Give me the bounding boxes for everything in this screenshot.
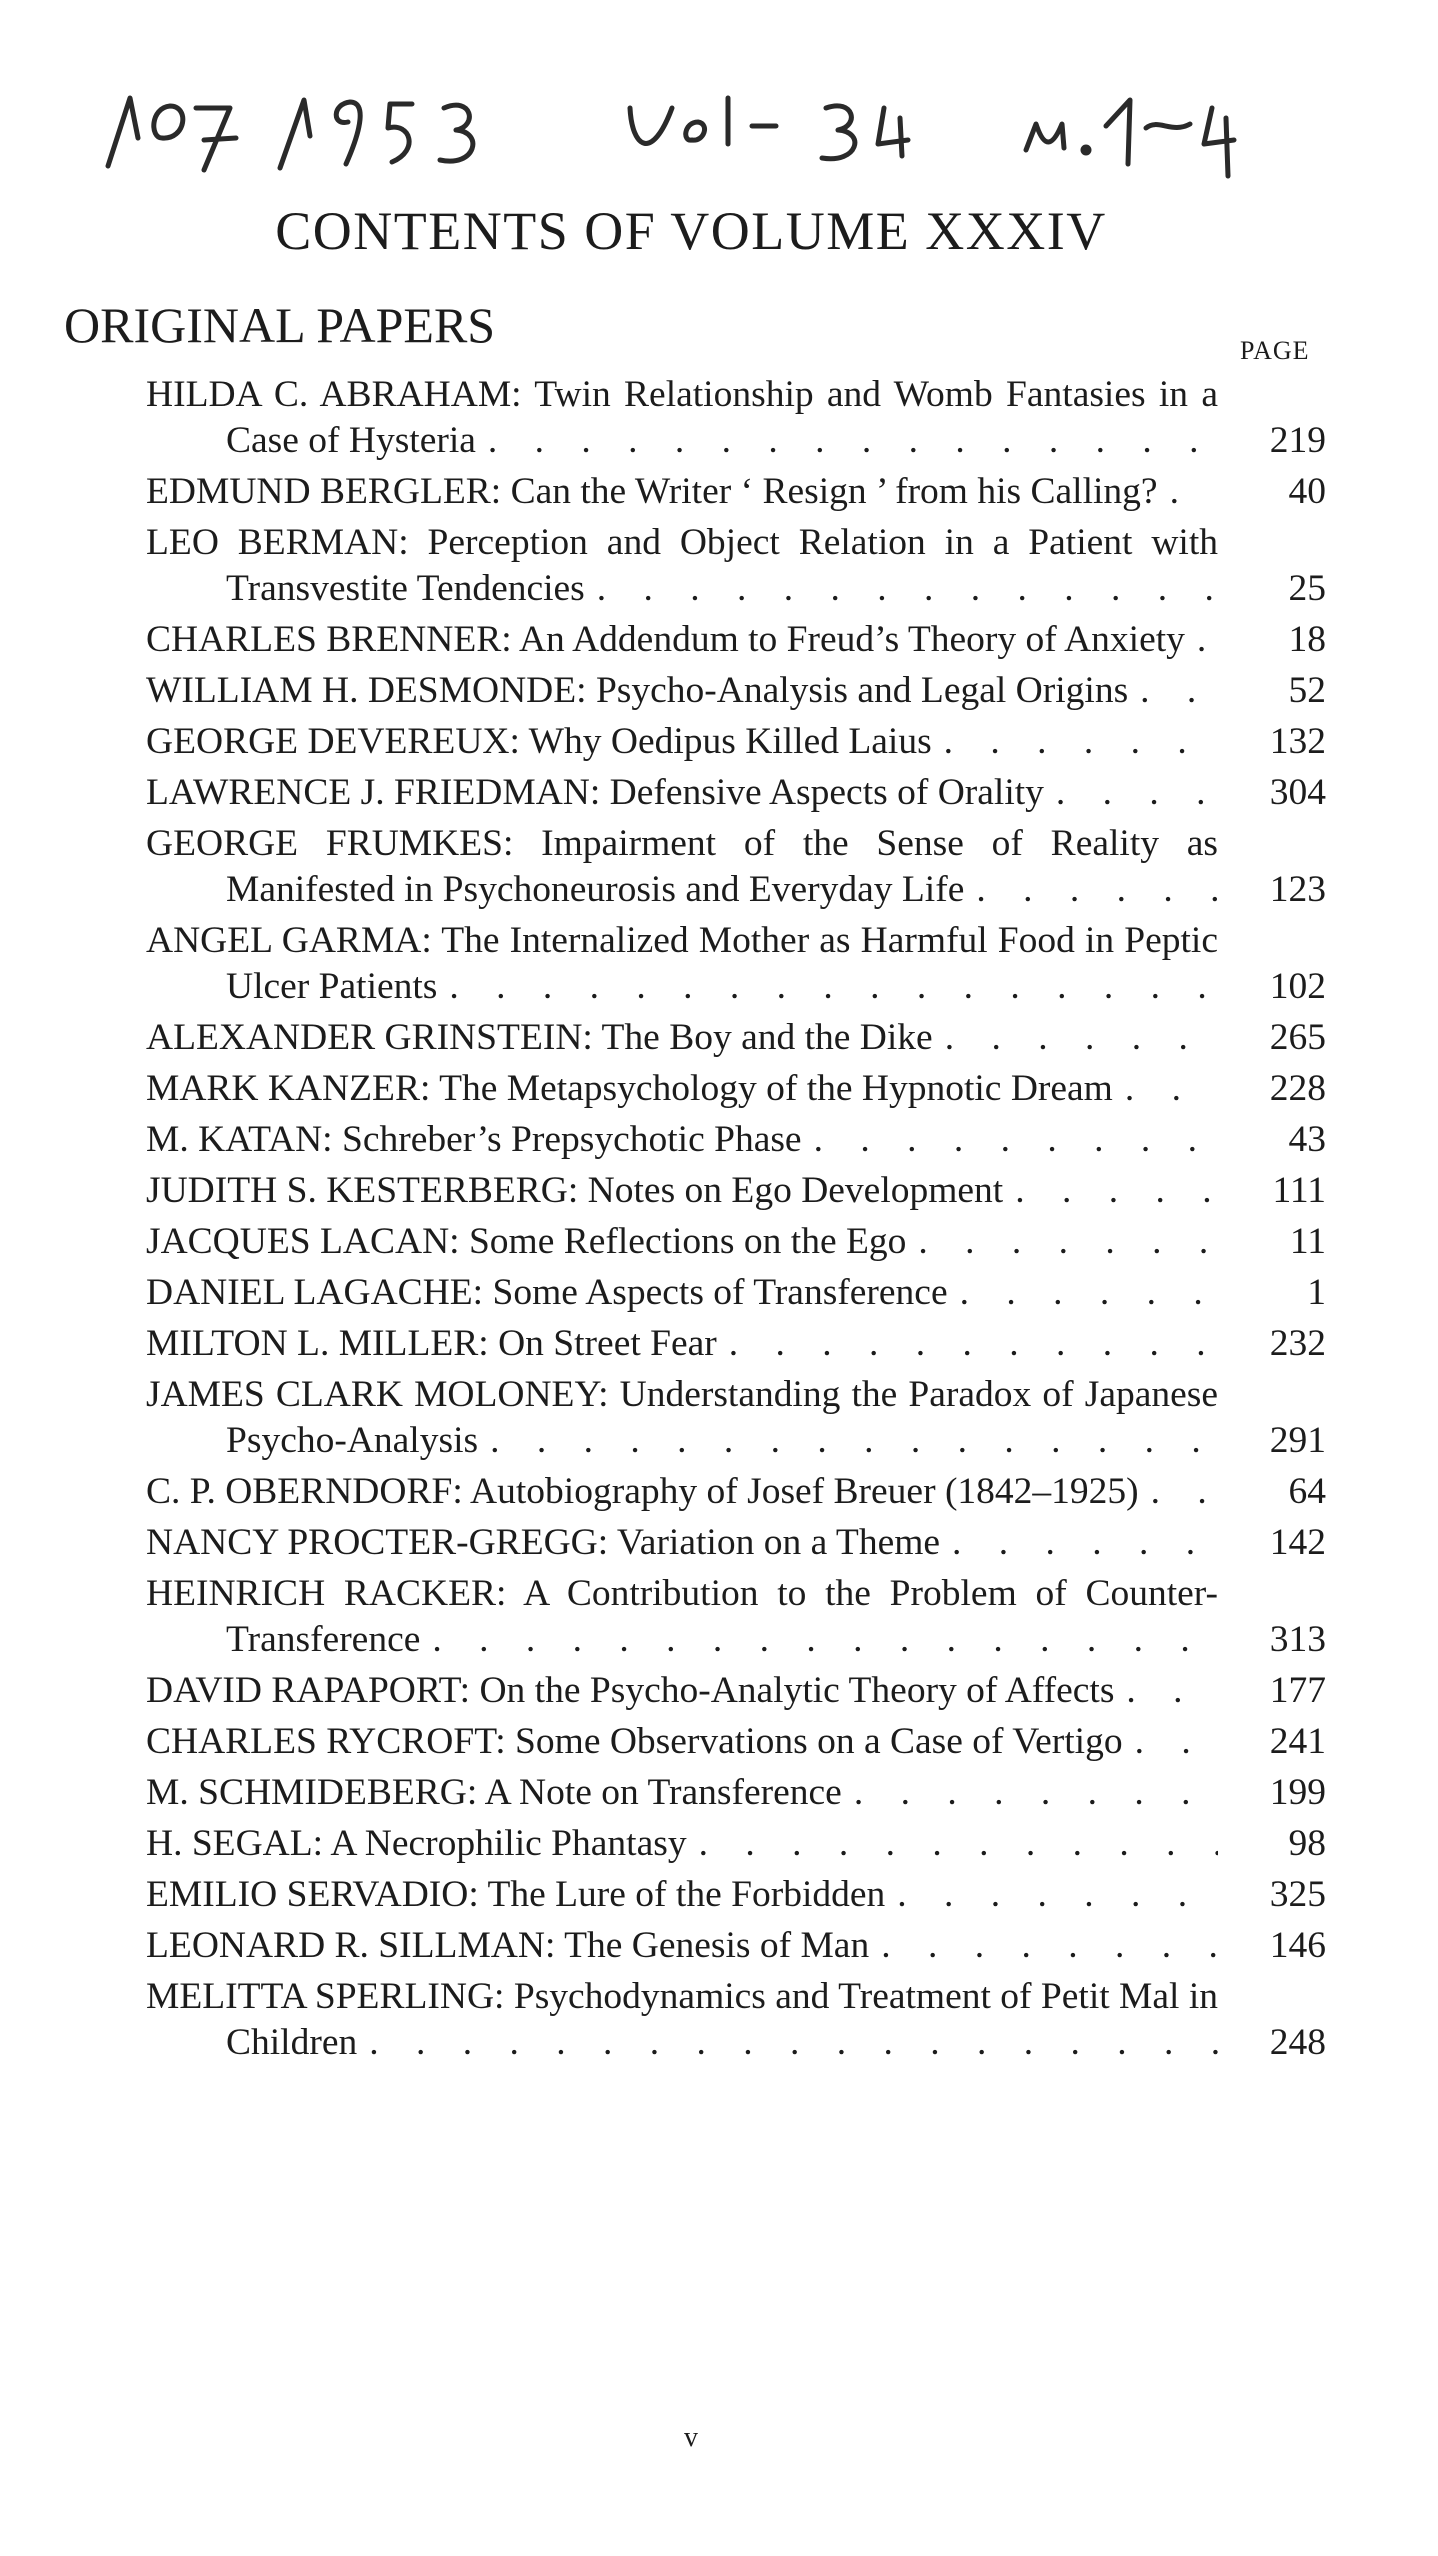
- entry-page-number: 25: [1288, 568, 1326, 609]
- entry-page-number: 177: [1269, 1670, 1326, 1711]
- section-heading: ORIGINAL PAPERS: [64, 297, 496, 353]
- dot-leader: [881, 1923, 1218, 1969]
- entry-title: ALEXANDER GRINSTEIN: The Boy and the Dike . . .: [146, 1015, 1218, 1061]
- contents-entry: [146, 668, 1326, 714]
- dot-leader: [1125, 1066, 1218, 1112]
- entry-title: MILTON L. MILLER: On Street Fear . . .: [146, 1321, 1218, 1367]
- entry-title: LAWRENCE J. FRIEDMAN: Defensive Aspects of Orality . . .: [146, 770, 1218, 816]
- dot-leader: [944, 719, 1218, 765]
- contents-entry: [146, 821, 1326, 913]
- dot-leader: [432, 1617, 1218, 1663]
- dot-leader: [897, 1872, 1218, 1918]
- handwriting-scribble-icon: [100, 78, 1300, 188]
- contents-entry: [146, 1372, 1326, 1464]
- entry-page-number: 219: [1269, 420, 1326, 461]
- contents-entry: [146, 1974, 1326, 2066]
- handwritten-shelfmark: [100, 78, 1300, 188]
- entry-page-number: 111: [1272, 1170, 1326, 1211]
- dot-leader: [976, 867, 1218, 913]
- dot-leader: [1126, 1668, 1218, 1714]
- contents-entry: [146, 1270, 1326, 1316]
- dot-leader: [814, 1117, 1218, 1163]
- contents-entry: [146, 1923, 1326, 1969]
- entry-title: MELITTA SPERLING: Psychodynamics and Treatment of Petit Mal in Children . . .: [146, 1974, 1218, 2066]
- contents-entry: [146, 1168, 1326, 1214]
- dot-leader: [369, 2020, 1218, 2066]
- dot-leader: [490, 1418, 1218, 1464]
- page-folio: v: [684, 2422, 698, 2453]
- entry-page-number: 199: [1269, 1772, 1326, 1813]
- contents-entry: [146, 770, 1326, 816]
- entry-title: M. SCHMIDEBERG: A Note on Transference . . .: [146, 1770, 1218, 1816]
- entry-title: GEORGE FRUMKES: Impairment of the Sense of Reality as Manifested in Psychoneurosis and Everyday Life . . .: [146, 821, 1218, 913]
- contents-entry: [146, 1469, 1326, 1515]
- dot-leader: [952, 1520, 1218, 1566]
- contents-entry: [146, 1321, 1326, 1367]
- entry-page-number: 40: [1288, 471, 1326, 512]
- contents-entry: [146, 1719, 1326, 1765]
- dot-leader: [1151, 1469, 1218, 1515]
- dot-leader: [1140, 668, 1218, 714]
- entry-title: NANCY PROCTER-GREGG: Variation on a Theme . . .: [146, 1520, 1218, 1566]
- page-title: CONTENTS OF VOLUME XXXIV: [275, 201, 1107, 261]
- entry-page-number: 98: [1288, 1823, 1326, 1864]
- dot-leader: [918, 1219, 1218, 1265]
- entry-page-number: 325: [1269, 1874, 1326, 1915]
- contents-entry: [146, 1668, 1326, 1714]
- dot-leader: [729, 1321, 1218, 1367]
- contents-entry: [146, 617, 1326, 663]
- entry-page-number: 304: [1269, 772, 1326, 813]
- contents-entry: [146, 1520, 1326, 1566]
- contents-entry: [146, 1770, 1326, 1816]
- entry-page-number: 228: [1269, 1068, 1326, 1109]
- entry-title: GEORGE DEVEREUX: Why Oedipus Killed Laius . . .: [146, 719, 1218, 765]
- entry-page-number: 313: [1269, 1619, 1326, 1660]
- entry-page-number: 142: [1269, 1522, 1326, 1563]
- dot-leader: [1170, 469, 1218, 515]
- dot-leader: [1015, 1168, 1218, 1214]
- entry-page-number: 64: [1288, 1471, 1326, 1512]
- entry-title: HILDA C. ABRAHAM: Twin Relationship and Womb Fantasies in a Case of Hysteria . . .: [146, 372, 1218, 464]
- entry-page-number: 11: [1289, 1221, 1326, 1262]
- dot-leader: [1056, 770, 1218, 816]
- entry-page-number: 248: [1269, 2022, 1326, 2063]
- entry-page-number: 265: [1269, 1017, 1326, 1058]
- entry-page-number: 123: [1269, 869, 1326, 910]
- page-column-heading: PAGE: [1240, 336, 1310, 365]
- contents-entry: [146, 1015, 1326, 1061]
- contents-entry: [146, 719, 1326, 765]
- contents-entry: [146, 918, 1326, 1010]
- entry-title: MARK KANZER: The Metapsychology of the Hypnotic Dream . . .: [146, 1066, 1218, 1112]
- entry-page-number: 43: [1288, 1119, 1326, 1160]
- entry-page-number: 232: [1269, 1323, 1326, 1364]
- entry-title: CHARLES RYCROFT: Some Observations on a Case of Vertigo . . .: [146, 1719, 1218, 1765]
- entry-page-number: 52: [1288, 670, 1326, 711]
- entry-title: HEINRICH RACKER: A Contribution to the Problem of Counter-Transference . . .: [146, 1571, 1218, 1663]
- dot-leader: [960, 1270, 1218, 1316]
- entry-page-number: 291: [1269, 1420, 1326, 1461]
- entry-title: DAVID RAPAPORT: On the Psycho-Analytic Theory of Affects . . .: [146, 1668, 1218, 1714]
- entry-title: EDMUND BERGLER: Can the Writer ‘ Resign ’ from his Calling? . . .: [146, 469, 1218, 515]
- dot-leader: [597, 566, 1218, 612]
- contents-entry: [146, 1219, 1326, 1265]
- dot-leader: [1197, 617, 1218, 663]
- entry-title: ANGEL GARMA: The Internalized Mother as Harmful Food in Peptic Ulcer Patients . . .: [146, 918, 1218, 1010]
- entry-title: LEO BERMAN: Perception and Object Relation in a Patient with Transvestite Tendencies . . .: [146, 520, 1218, 612]
- dot-leader: [945, 1015, 1218, 1061]
- contents-entry: [146, 1066, 1326, 1112]
- entry-page-number: 132: [1269, 721, 1326, 762]
- entry-title: C. P. OBERNDORF: Autobiography of Josef Breuer (1842–1925) . . .: [146, 1469, 1218, 1515]
- contents-entry: [146, 372, 1326, 464]
- entry-title: JUDITH S. KESTERBERG: Notes on Ego Development . . .: [146, 1168, 1218, 1214]
- contents-entry: [146, 1872, 1326, 1918]
- dot-leader: [449, 964, 1218, 1010]
- entry-title: LEONARD R. SILLMAN: The Genesis of Man . . .: [146, 1923, 1218, 1969]
- entry-title: EMILIO SERVADIO: The Lure of the Forbidden . . .: [146, 1872, 1218, 1918]
- contents-entry: [146, 520, 1326, 612]
- entry-title: DANIEL LAGACHE: Some Aspects of Transference . . .: [146, 1270, 1218, 1316]
- entry-page-number: 241: [1269, 1721, 1326, 1762]
- entry-page-number: 146: [1269, 1925, 1326, 1966]
- entry-title: JAMES CLARK MOLONEY: Understanding the Paradox of Japanese Psycho-Analysis . . .: [146, 1372, 1218, 1464]
- dot-leader: [699, 1821, 1218, 1867]
- contents-entry: [146, 1117, 1326, 1163]
- entry-page-number: 102: [1269, 966, 1326, 1007]
- entry-page-number: 18: [1288, 619, 1326, 660]
- contents-entry: [146, 1821, 1326, 1867]
- entry-title: H. SEGAL: A Necrophilic Phantasy . . .: [146, 1821, 1218, 1867]
- contents-entry: [146, 469, 1326, 515]
- entry-page-number: 1: [1307, 1272, 1326, 1313]
- contents-entry: [146, 1571, 1326, 1663]
- dot-leader: [488, 418, 1218, 464]
- contents-list: [146, 372, 1326, 2071]
- dot-leader: [854, 1770, 1218, 1816]
- entry-title: CHARLES BRENNER: An Addendum to Freud’s Theory of Anxiety . . .: [146, 617, 1218, 663]
- entry-title: M. KATAN: Schreber’s Prepsychotic Phase . . .: [146, 1117, 1218, 1163]
- entry-title: JACQUES LACAN: Some Reflections on the Ego . . .: [146, 1219, 1218, 1265]
- dot-leader: [1135, 1719, 1218, 1765]
- entry-title: WILLIAM H. DESMONDE: Psycho-Analysis and Legal Origins . . .: [146, 668, 1218, 714]
